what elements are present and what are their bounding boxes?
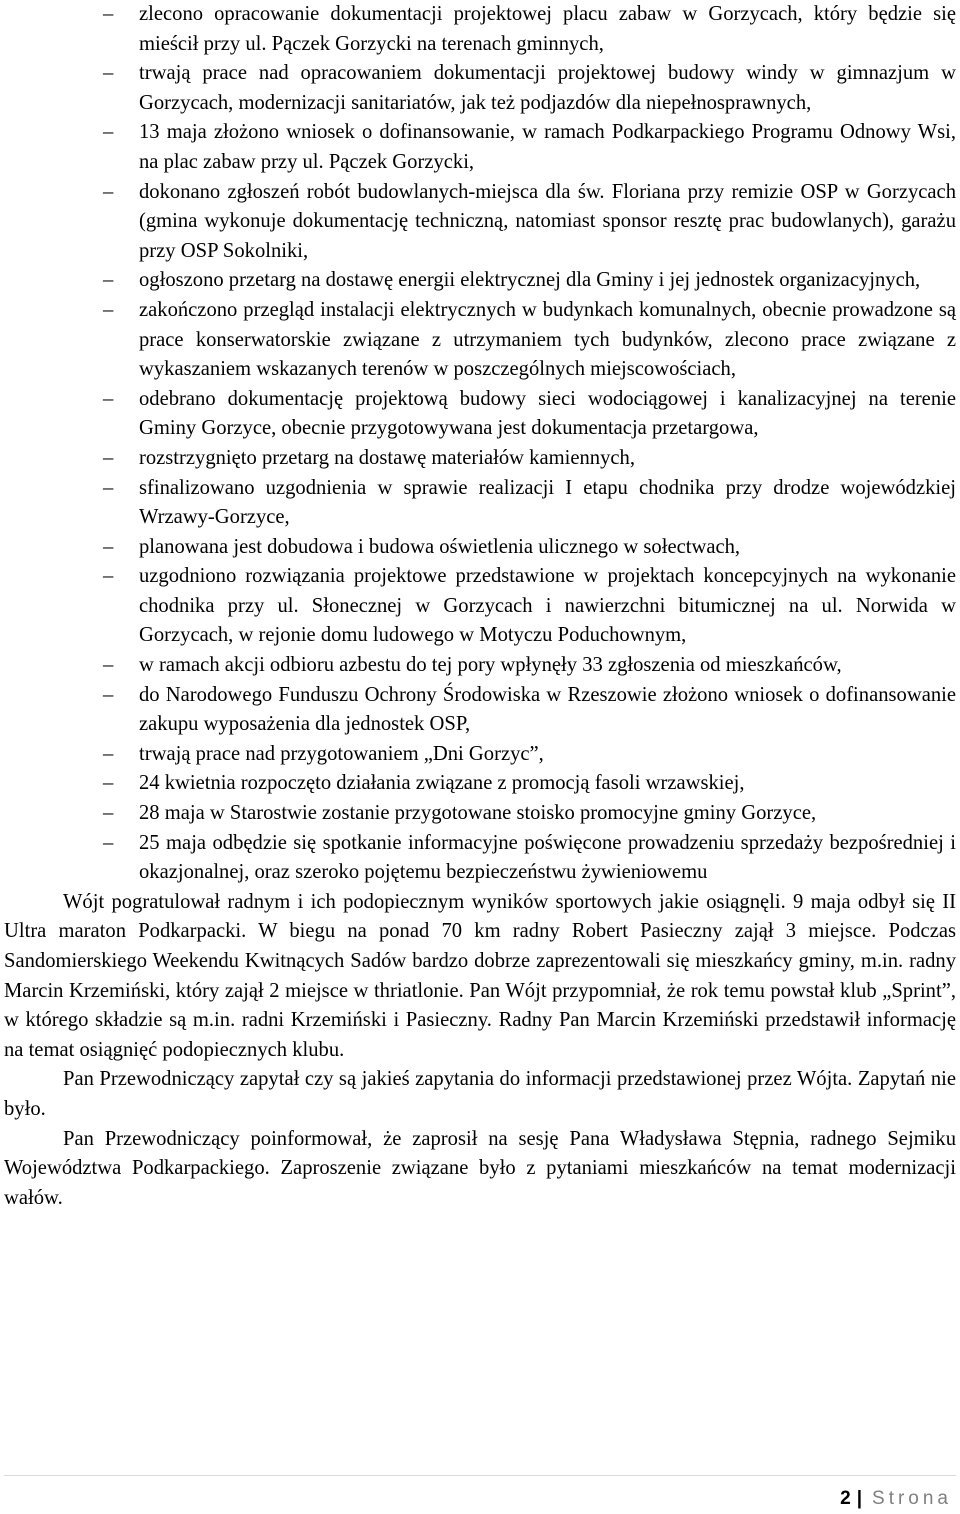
- page-number: 2: [840, 1488, 851, 1509]
- dash-bullet: –: [103, 180, 114, 203]
- dash-bullet: –: [103, 62, 114, 85]
- list-item-text: zlecono opracowanie dokumentacji projektowej placu zabaw w Gorzycach, który będzie się mieścił przy ul. Pączek Gorzycki na terenach gminnych,: [139, 3, 956, 55]
- dash-bullet: –: [103, 742, 114, 765]
- dash-bullet: –: [103, 298, 114, 321]
- list-item: [4, 296, 956, 385]
- list-item: [4, 178, 956, 267]
- list-item-text: uzgodniono rozwiązania projektowe przedstawione w projektach koncepcyjnych na wykonanie chodnika przy ul. Słonecznej w Gorzycach i nawierzchni bitumicznej na ul. Norwida w Gorzycach, w rejonie domu ludowego w Motyczu Poduchownym,: [139, 565, 956, 647]
- dash-bullet: –: [103, 802, 114, 825]
- list-item: [4, 681, 956, 740]
- dash-bullet: –: [103, 269, 114, 292]
- dash-bullet: –: [103, 831, 114, 854]
- list-item-text: sfinalizowano uzgodnienia w sprawie realizacji I etapu chodnika przy drodze wojewódzkiej Wrzawy-Gorzyce,: [139, 476, 956, 529]
- dash-bullet: –: [103, 446, 114, 469]
- dash-bullet: –: [103, 476, 114, 499]
- dash-bullet: –: [103, 387, 114, 410]
- page-word: Strona: [872, 1488, 952, 1509]
- list-item-text: 28 maja w Starostwie zostanie przygotowane stoisko promocyjne gminy Gorzyce,: [139, 802, 817, 825]
- list-item: [4, 740, 956, 770]
- dash-bullet: –: [103, 535, 114, 558]
- footer-divider: [4, 1475, 956, 1476]
- list-item-text: 25 maja odbędzie się spotkanie informacyjne poświęcone prowadzeniu sprzedaży bezpośredniej i okazjonalnej, oraz szeroko pojętemu bezpieczeństwu żywieniowemu: [139, 831, 956, 884]
- list-item: [4, 0, 956, 59]
- dash-bullet: –: [103, 565, 114, 588]
- list-item: [4, 118, 956, 177]
- list-item-text: dokonano zgłoszeń robót budowlanych-miejsca dla św. Floriana przy remizie OSP w Gorzycach (gmina wykonuje dokumentację techniczną, natomiast sponsor resztę prac budowlanych), garażu przy OSP Sokolniki,: [139, 180, 956, 262]
- activity-list: [4, 0, 956, 888]
- paragraph-sports-results: Wójt pogratulował radnym i ich podopiecznym wyników sportowych jakie osiągnęli. 9 maja odbył się II Ultra maraton Podkarpacki. W biegu na ponad 70 km radny Robert Pasieczny zajął 3 miejsce. Podczas Sandomierskiego Weekendu Kwitnących Sadów bardzo dobrze zaprezentowali się mieszkańcy gminy, m.in. radny Marcin Krzemiński, który zajął 2 miejsce w thriatlonie. Pan Wójt przypomniał, że rok temu powstał klub „Sprint”, w którego składzie są m.in. radni Krzemiński i Pasieczny. Radny Pan Marcin Krzemiński przedstawił informację na temat osiągnięć podopiecznych klubu.: [4, 890, 956, 1061]
- dash-bullet: –: [103, 3, 114, 25]
- list-item: [4, 59, 956, 118]
- paragraph-questions: Pan Przewodniczący zapytał czy są jakieś zapytania do informacji przedstawionej przez Wójta. Zapytań nie było.: [4, 1068, 956, 1120]
- list-item: [4, 266, 956, 296]
- paragraph-invitation: Pan Przewodniczący poinformował, że zaprosił na sesję Pana Władysława Stępnia, radnego Sejmiku Województwa Podkarpackiego. Zaproszenie związane było z pytaniami mieszkańców na temat modernizacji wałów.: [4, 1127, 956, 1209]
- list-item-text: zakończono przegląd instalacji elektrycznych w budynkach komunalnych, obecnie prowadzone są prace konserwatorskie związane z utrzymaniem tych budynków, zlecono prace związane z wykaszaniem wskazanych terenów w poszczególnych miejscowościach,: [139, 298, 956, 381]
- list-item: [4, 651, 956, 681]
- list-item-text: w ramach akcji odbioru azbestu do tej pory wpłynęły 33 zgłoszenia od mieszkańców,: [139, 654, 842, 677]
- list-item: [4, 474, 956, 533]
- list-item-text: trwają prace nad opracowaniem dokumentacji projektowej budowy windy w gimnazjum w Gorzycach, modernizacji sanitariatów, jak też podjazdów dla niepełnosprawnych,: [139, 62, 956, 114]
- list-item-text: 24 kwietnia rozpoczęto działania związane z promocją fasoli wrzawskiej,: [139, 772, 745, 795]
- page-footer: [840, 1484, 952, 1514]
- dash-bullet: –: [103, 683, 114, 706]
- list-item: [4, 799, 956, 829]
- list-item: [4, 562, 956, 651]
- list-item-text: do Narodowego Funduszu Ochrony Środowiska w Rzeszowie złożono wniosek o dofinansowanie zakupu wyposażenia dla jednostek OSP,: [139, 683, 956, 736]
- list-item-text: planowana jest dobudowa i budowa oświetlenia ulicznego w sołectwach,: [139, 535, 741, 558]
- list-item-text: rozstrzygnięto przetarg na dostawę materiałów kamiennych,: [139, 446, 635, 469]
- list-item: [4, 533, 956, 563]
- list-item: [4, 444, 956, 474]
- dash-bullet: –: [103, 654, 114, 677]
- list-item: [4, 769, 956, 799]
- list-item: [4, 829, 956, 888]
- dash-bullet: –: [103, 772, 114, 795]
- list-item-text: 13 maja złożono wniosek o dofinansowanie, w ramach Podkarpackiego Programu Odnowy Wsi, na plac zabaw przy ul. Pączek Gorzycki,: [139, 121, 956, 173]
- footer-separator: |: [856, 1488, 867, 1509]
- document-body: [4, 0, 956, 1213]
- list-item-text: ogłoszono przetarg na dostawę energii elektrycznej dla Gminy i jej jednostek organizacyjnych,: [139, 269, 921, 292]
- list-item-text: trwają prace nad przygotowaniem „Dni Gorzyc”,: [139, 742, 544, 765]
- list-item: [4, 385, 956, 444]
- list-item-text: odebrano dokumentację projektową budowy sieci wodociągowej i kanalizacyjnej na terenie Gminy Gorzyce, obecnie przygotowywana jest dokumentacja przetargowa,: [139, 387, 956, 440]
- dash-bullet: –: [103, 121, 114, 144]
